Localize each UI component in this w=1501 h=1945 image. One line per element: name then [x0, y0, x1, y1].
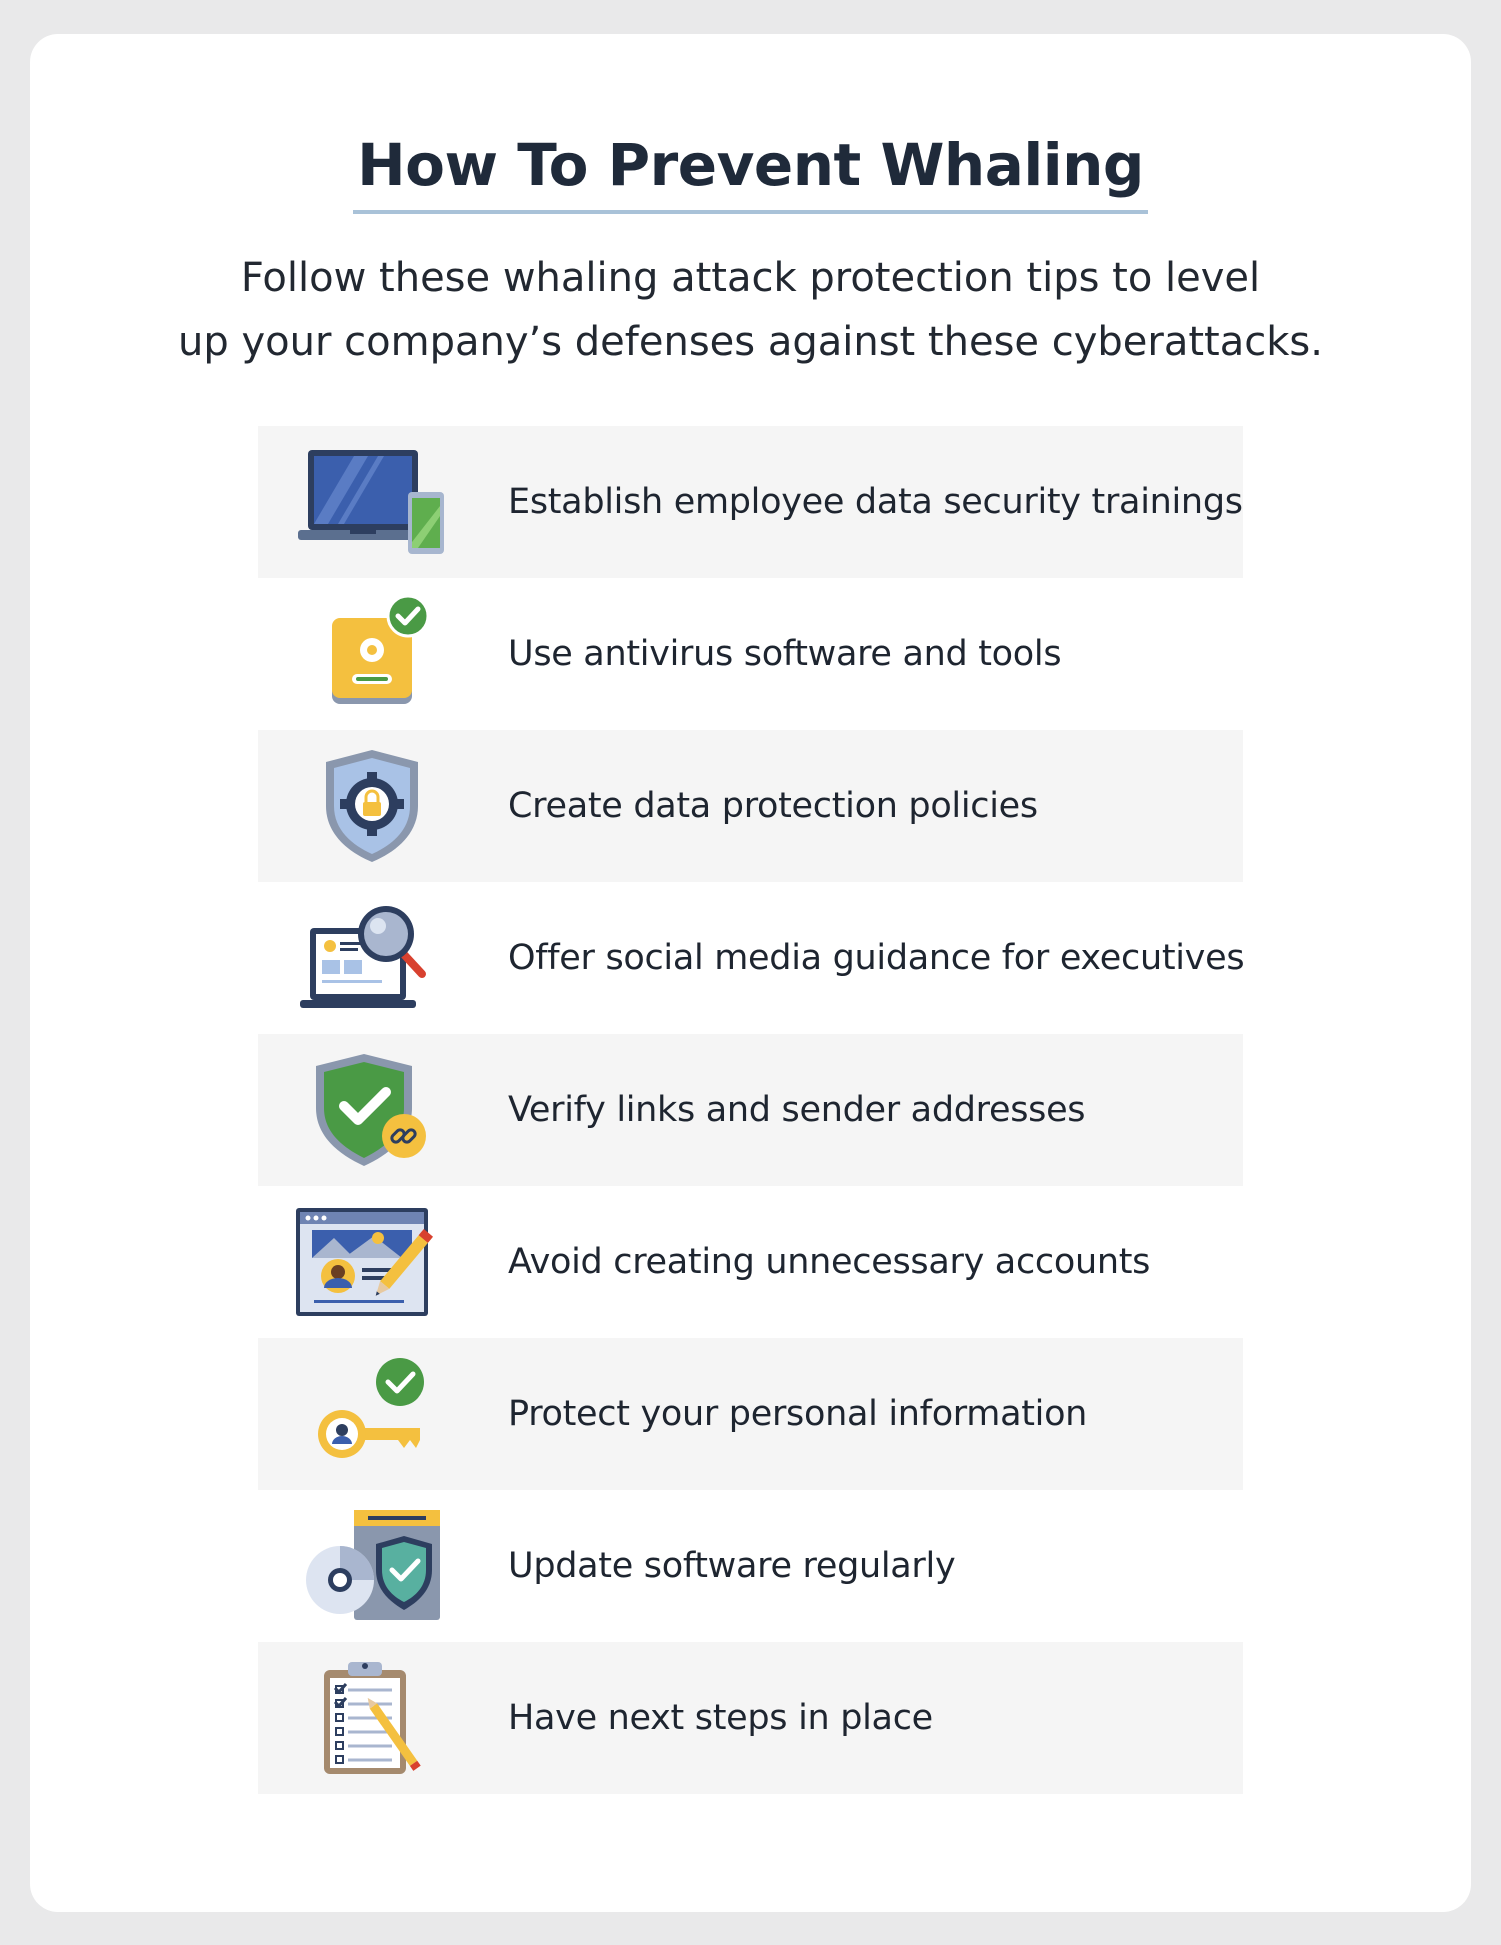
tip-label: Have next steps in place	[508, 1698, 933, 1738]
laptop-magnifier-icon	[294, 898, 449, 1018]
disc-shield-update-icon	[294, 1506, 449, 1626]
subtitle-line-1: Follow these whaling attack protection tips to level	[240, 255, 1261, 301]
tip-label: Establish employee data security trainings	[508, 482, 1243, 522]
tip-row	[258, 730, 1243, 882]
profile-pencil-icon	[294, 1202, 449, 1322]
subtitle-line-2: up your company’s defenses against these cyberattacks.	[178, 319, 1323, 365]
tip-row	[258, 426, 1243, 578]
title-wrapper	[30, 131, 1471, 214]
tip-row	[258, 1338, 1243, 1490]
tip-row	[258, 1642, 1243, 1794]
tip-row	[258, 882, 1243, 1034]
clipboard-checklist-icon	[294, 1658, 449, 1778]
tip-label: Verify links and sender addresses	[508, 1090, 1086, 1130]
tip-row	[258, 1186, 1243, 1338]
tip-label: Update software regularly	[508, 1546, 956, 1586]
tip-label: Avoid creating unnecessary accounts	[508, 1242, 1151, 1282]
shield-check-link-icon	[294, 1050, 449, 1170]
tips-list	[258, 426, 1243, 1794]
tip-label: Protect your personal information	[508, 1394, 1088, 1434]
tip-row	[258, 1490, 1243, 1642]
antivirus-box-check-icon	[294, 594, 449, 714]
subtitle	[110, 246, 1391, 374]
infographic-card	[30, 34, 1471, 1912]
laptop-phone-icon	[294, 442, 449, 562]
tip-label: Offer social media guidance for executives	[508, 938, 1245, 978]
tip-row	[258, 578, 1243, 730]
key-user-check-icon	[294, 1354, 449, 1474]
tip-row	[258, 1034, 1243, 1186]
shield-gear-lock-icon	[294, 746, 449, 866]
page-title: How To Prevent Whaling	[353, 134, 1148, 214]
tip-label: Use antivirus software and tools	[508, 634, 1062, 674]
tip-label: Create data protection policies	[508, 786, 1038, 826]
